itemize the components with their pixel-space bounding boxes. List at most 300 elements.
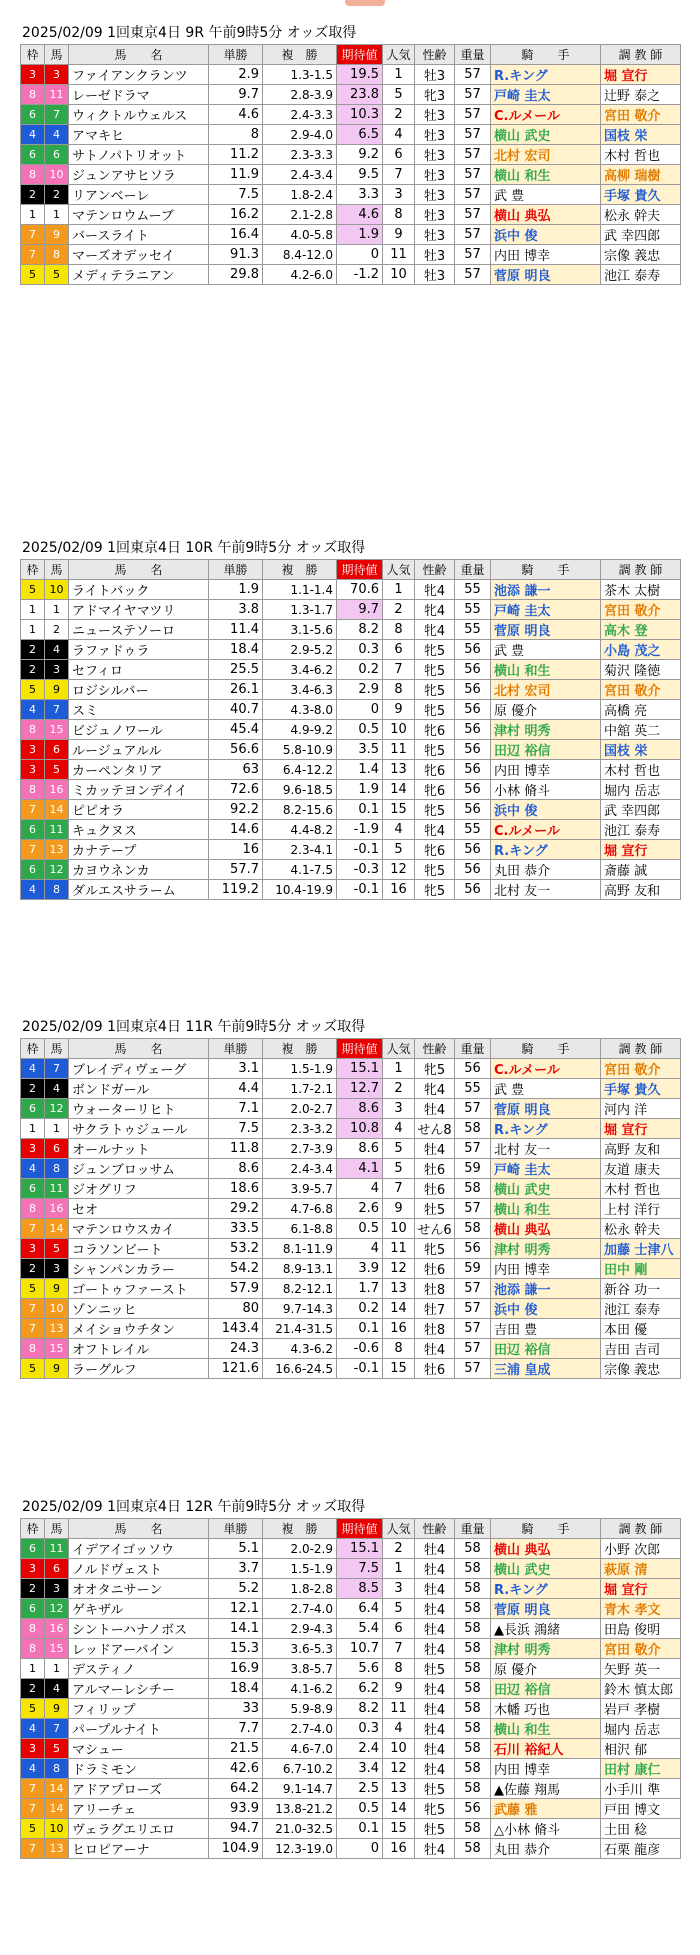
table-row [21, 1699, 681, 1719]
race-table-block-12r [20, 1496, 700, 1859]
header-horse-name: 馬 名 [69, 1039, 209, 1059]
expected-value-cell: 70.6 [337, 580, 383, 600]
waku-cell: 4 [21, 700, 45, 720]
expected-value-cell: 8.5 [337, 1579, 383, 1599]
jockey-cell: 池添 謙一 [491, 580, 601, 600]
place-odds-cell: 1.3-1.7 [263, 600, 337, 620]
place-odds-cell: 10.4-19.9 [263, 880, 337, 900]
place-odds-cell: 1.1-1.4 [263, 580, 337, 600]
horse-name-cell: マーズオデッセイ [69, 245, 209, 265]
waku-cell: 6 [21, 820, 45, 840]
win-odds-cell: 104.9 [209, 1839, 263, 1859]
horse-name-cell: デスティノ [69, 1659, 209, 1679]
trainer-cell: 松永 幹夫 [601, 1219, 681, 1239]
jockey-cell: 原 優介 [491, 700, 601, 720]
place-odds-cell: 2.7-3.9 [263, 1139, 337, 1159]
jockey-cell: 戸崎 圭太 [491, 1159, 601, 1179]
weight-cell: 57 [455, 1279, 491, 1299]
trainer-cell: 菊沢 隆徳 [601, 660, 681, 680]
waku-cell: 1 [21, 1659, 45, 1679]
expected-value-cell: -0.1 [337, 840, 383, 860]
waku-cell: 7 [21, 1319, 45, 1339]
trainer-cell: 高柳 瑞樹 [601, 165, 681, 185]
win-odds-cell: 5.2 [209, 1579, 263, 1599]
popularity-cell: 11 [383, 1239, 415, 1259]
place-odds-cell: 8.2-15.6 [263, 800, 337, 820]
weight-cell: 56 [455, 700, 491, 720]
table-row [21, 1799, 681, 1819]
place-odds-cell: 2.0-2.7 [263, 1099, 337, 1119]
weight-cell: 56 [455, 1799, 491, 1819]
waku-cell: 3 [21, 760, 45, 780]
expected-value-cell: 4 [337, 1179, 383, 1199]
waku-cell: 4 [21, 1059, 45, 1079]
header-expected-value: 期待値 [337, 560, 383, 580]
sex-age-cell: 牡4 [415, 1099, 455, 1119]
horse-name-cell: ミカッテヨンデイイ [69, 780, 209, 800]
expected-value-cell: 2.5 [337, 1779, 383, 1799]
weight-cell: 56 [455, 800, 491, 820]
horse-name-cell: サクラトゥジュール [69, 1119, 209, 1139]
win-odds-cell: 1.9 [209, 580, 263, 600]
popularity-cell: 3 [383, 1579, 415, 1599]
win-odds-cell: 9.7 [209, 85, 263, 105]
trainer-cell: 宮田 敬介 [601, 105, 681, 125]
waku-cell: 3 [21, 1739, 45, 1759]
horse-number-cell: 10 [45, 1819, 69, 1839]
popularity-cell: 4 [383, 1119, 415, 1139]
waku-cell: 7 [21, 225, 45, 245]
horse-number-cell: 14 [45, 800, 69, 820]
expected-value-cell: 0.5 [337, 1799, 383, 1819]
horse-number-cell: 9 [45, 1279, 69, 1299]
trainer-cell: 堀 宣行 [601, 1579, 681, 1599]
weight-cell: 59 [455, 1259, 491, 1279]
header-horse-number: 馬 [45, 560, 69, 580]
horse-number-cell: 14 [45, 1219, 69, 1239]
place-odds-cell: 4.3-8.0 [263, 700, 337, 720]
waku-cell: 5 [21, 1819, 45, 1839]
weight-cell: 55 [455, 620, 491, 640]
horse-name-cell: シントーハナノボス [69, 1619, 209, 1639]
header-sex-age: 性齢 [415, 1039, 455, 1059]
win-odds-cell: 16.9 [209, 1659, 263, 1679]
header-win-odds: 単勝 [209, 1039, 263, 1059]
header-horse-name: 馬 名 [69, 45, 209, 65]
win-odds-cell: 143.4 [209, 1319, 263, 1339]
sex-age-cell: 牝5 [415, 860, 455, 880]
sex-age-cell: 牡4 [415, 1339, 455, 1359]
expected-value-cell: 3.9 [337, 1259, 383, 1279]
expected-value-cell: 0 [337, 1839, 383, 1859]
weight-cell: 58 [455, 1679, 491, 1699]
weight-cell: 56 [455, 840, 491, 860]
weight-cell: 57 [455, 1099, 491, 1119]
win-odds-cell: 33.5 [209, 1219, 263, 1239]
weight-cell: 56 [455, 760, 491, 780]
trainer-cell: 高木 登 [601, 620, 681, 640]
weight-cell: 57 [455, 165, 491, 185]
win-odds-cell: 54.2 [209, 1259, 263, 1279]
sex-age-cell: 牝5 [415, 1799, 455, 1819]
win-odds-cell: 57.7 [209, 860, 263, 880]
win-odds-cell: 40.7 [209, 700, 263, 720]
place-odds-cell: 6.4-12.2 [263, 760, 337, 780]
weight-cell: 56 [455, 860, 491, 880]
horse-number-cell: 3 [45, 65, 69, 85]
weight-cell: 56 [455, 720, 491, 740]
horse-name-cell: ブレイディヴェーグ [69, 1059, 209, 1079]
popularity-cell: 13 [383, 1779, 415, 1799]
popularity-cell: 7 [383, 165, 415, 185]
expected-value-cell: 0.3 [337, 640, 383, 660]
horse-number-cell: 1 [45, 600, 69, 620]
table-row [21, 820, 681, 840]
waku-cell: 2 [21, 640, 45, 660]
jockey-cell: 武 豊 [491, 1079, 601, 1099]
table-row [21, 600, 681, 620]
header-sex-age: 性齢 [415, 45, 455, 65]
jockey-cell: 木幡 巧也 [491, 1699, 601, 1719]
waku-cell: 6 [21, 145, 45, 165]
table-row [21, 1059, 681, 1079]
sex-age-cell: 牡5 [415, 1659, 455, 1679]
header-trainer: 調 教 師 [601, 45, 681, 65]
jockey-cell: 内田 博幸 [491, 1759, 601, 1779]
horse-name-cell: ヴェラグエリエロ [69, 1819, 209, 1839]
expected-value-cell: -1.9 [337, 820, 383, 840]
weight-cell: 56 [455, 1239, 491, 1259]
trainer-cell: 高野 友和 [601, 880, 681, 900]
weight-cell: 59 [455, 1159, 491, 1179]
header-weight: 重量 [455, 1519, 491, 1539]
popularity-cell: 2 [383, 105, 415, 125]
horse-number-cell: 7 [45, 1059, 69, 1079]
weight-cell: 56 [455, 780, 491, 800]
expected-value-cell: 12.7 [337, 1079, 383, 1099]
trainer-cell: 萩原 清 [601, 1559, 681, 1579]
sex-age-cell: 牡4 [415, 1759, 455, 1779]
weight-cell: 58 [455, 1719, 491, 1739]
trainer-cell: 宗像 義忠 [601, 1359, 681, 1379]
expected-value-cell: 0.3 [337, 1719, 383, 1739]
place-odds-cell: 2.9-5.2 [263, 640, 337, 660]
jockey-cell: 津村 明秀 [491, 720, 601, 740]
weight-cell: 58 [455, 1559, 491, 1579]
table-row [21, 760, 681, 780]
weight-cell: 58 [455, 1779, 491, 1799]
header-popularity: 人気 [383, 560, 415, 580]
horse-number-cell: 6 [45, 1139, 69, 1159]
place-odds-cell: 6.1-8.8 [263, 1219, 337, 1239]
waku-cell: 7 [21, 1779, 45, 1799]
sex-age-cell: 牡4 [415, 1139, 455, 1159]
table-row [21, 1359, 681, 1379]
win-odds-cell: 11.8 [209, 1139, 263, 1159]
table-row [21, 1539, 681, 1559]
trainer-cell: 木村 哲也 [601, 760, 681, 780]
weight-cell: 56 [455, 1059, 491, 1079]
horse-name-cell: レッドアーバイン [69, 1639, 209, 1659]
horse-name-cell: ダルエスサラーム [69, 880, 209, 900]
place-odds-cell: 2.4-3.3 [263, 105, 337, 125]
trainer-cell: 武 幸四郎 [601, 225, 681, 245]
trainer-cell: 田島 俊明 [601, 1619, 681, 1639]
jockey-cell: ▲長浜 鴻緒 [491, 1619, 601, 1639]
header-trainer: 調 教 師 [601, 1039, 681, 1059]
jockey-cell: 武 豊 [491, 185, 601, 205]
waku-cell: 2 [21, 1259, 45, 1279]
popularity-cell: 10 [383, 1739, 415, 1759]
trainer-cell: 武 幸四郎 [601, 800, 681, 820]
jockey-cell: 横山 武史 [491, 1559, 601, 1579]
win-odds-cell: 29.2 [209, 1199, 263, 1219]
horse-name-cell: ファイアンクランツ [69, 65, 209, 85]
popularity-cell: 4 [383, 820, 415, 840]
waku-cell: 3 [21, 1559, 45, 1579]
horse-name-cell: ラーグルフ [69, 1359, 209, 1379]
trainer-cell: 茶木 太樹 [601, 580, 681, 600]
horse-number-cell: 16 [45, 780, 69, 800]
place-odds-cell: 2.7-4.0 [263, 1719, 337, 1739]
weight-cell: 56 [455, 880, 491, 900]
expected-value-cell: 2.4 [337, 1739, 383, 1759]
weight-cell: 57 [455, 1319, 491, 1339]
place-odds-cell: 4.1-6.2 [263, 1679, 337, 1699]
table-row [21, 145, 681, 165]
popularity-cell: 14 [383, 780, 415, 800]
place-odds-cell: 8.4-12.0 [263, 245, 337, 265]
popularity-cell: 10 [383, 1219, 415, 1239]
table-header-row [21, 560, 681, 580]
header-popularity: 人気 [383, 45, 415, 65]
win-odds-cell: 26.1 [209, 680, 263, 700]
place-odds-cell: 2.0-2.9 [263, 1539, 337, 1559]
header-horse-number: 馬 [45, 1519, 69, 1539]
jockey-cell: 吉田 豊 [491, 1319, 601, 1339]
waku-cell: 8 [21, 1639, 45, 1659]
horse-name-cell: ロジシルバー [69, 680, 209, 700]
horse-name-cell: メディテラニアン [69, 265, 209, 285]
weight-cell: 58 [455, 1619, 491, 1639]
header-jockey: 騎 手 [491, 45, 601, 65]
trainer-cell: 池江 泰寿 [601, 820, 681, 840]
sex-age-cell: 牡6 [415, 1359, 455, 1379]
header-trainer: 調 教 師 [601, 1519, 681, 1539]
jockey-cell: 菅原 明良 [491, 1099, 601, 1119]
weight-cell: 57 [455, 1339, 491, 1359]
horse-number-cell: 4 [45, 125, 69, 145]
horse-name-cell: オールナット [69, 1139, 209, 1159]
horse-number-cell: 1 [45, 1659, 69, 1679]
horse-name-cell: ヒロピアーナ [69, 1839, 209, 1859]
waku-cell: 5 [21, 1699, 45, 1719]
horse-name-cell: ボンドガール [69, 1079, 209, 1099]
win-odds-cell: 7.5 [209, 1119, 263, 1139]
horse-number-cell: 11 [45, 1179, 69, 1199]
place-odds-cell: 2.3-4.1 [263, 840, 337, 860]
jockey-cell: 菅原 明良 [491, 265, 601, 285]
sex-age-cell: 牡4 [415, 1639, 455, 1659]
waku-cell: 4 [21, 1719, 45, 1739]
jockey-cell: 北村 友一 [491, 880, 601, 900]
weight-cell: 57 [455, 65, 491, 85]
waku-cell: 2 [21, 1679, 45, 1699]
win-odds-cell: 64.2 [209, 1779, 263, 1799]
jockey-cell: 菅原 明良 [491, 1599, 601, 1619]
trainer-cell: 宮田 敬介 [601, 600, 681, 620]
horse-name-cell: ゴートゥファースト [69, 1279, 209, 1299]
horse-name-cell: コラソンビート [69, 1239, 209, 1259]
popularity-cell: 11 [383, 1699, 415, 1719]
weight-cell: 56 [455, 680, 491, 700]
table-row [21, 165, 681, 185]
expected-value-cell: -0.1 [337, 1359, 383, 1379]
horse-number-cell: 15 [45, 1339, 69, 1359]
jockey-cell: R.キング [491, 1119, 601, 1139]
waku-cell: 8 [21, 1199, 45, 1219]
sex-age-cell: 牝6 [415, 720, 455, 740]
jockey-cell: 横山 和生 [491, 1199, 601, 1219]
table-row [21, 1759, 681, 1779]
trainer-cell: 堀内 岳志 [601, 780, 681, 800]
horse-name-cell: キュクヌス [69, 820, 209, 840]
table-row [21, 225, 681, 245]
jockey-cell: 池添 謙一 [491, 1279, 601, 1299]
trainer-cell: 手塚 貴久 [601, 1079, 681, 1099]
horse-number-cell: 4 [45, 640, 69, 660]
expected-value-cell: 5.6 [337, 1659, 383, 1679]
win-odds-cell: 12.1 [209, 1599, 263, 1619]
waku-cell: 8 [21, 780, 45, 800]
place-odds-cell: 2.8-3.9 [263, 85, 337, 105]
expected-value-cell: 2.9 [337, 680, 383, 700]
weight-cell: 57 [455, 145, 491, 165]
horse-number-cell: 8 [45, 245, 69, 265]
table-row [21, 265, 681, 285]
popularity-cell: 9 [383, 225, 415, 245]
place-odds-cell: 2.3-3.2 [263, 1119, 337, 1139]
table-row [21, 105, 681, 125]
sex-age-cell: 牝5 [415, 1239, 455, 1259]
horse-number-cell: 16 [45, 1199, 69, 1219]
jockey-cell: 横山 武史 [491, 125, 601, 145]
table-row [21, 840, 681, 860]
place-odds-cell: 2.3-3.3 [263, 145, 337, 165]
horse-name-cell: ニューステソーロ [69, 620, 209, 640]
table-row [21, 65, 681, 85]
horse-number-cell: 13 [45, 840, 69, 860]
horse-name-cell: ライトバック [69, 580, 209, 600]
weight-cell: 58 [455, 1739, 491, 1759]
horse-number-cell: 10 [45, 165, 69, 185]
popularity-cell: 4 [383, 1719, 415, 1739]
win-odds-cell: 7.1 [209, 1099, 263, 1119]
waku-cell: 1 [21, 1119, 45, 1139]
waku-cell: 5 [21, 1359, 45, 1379]
sex-age-cell: 牡7 [415, 1299, 455, 1319]
horse-name-cell: セフィロ [69, 660, 209, 680]
place-odds-cell: 4.2-6.0 [263, 265, 337, 285]
horse-number-cell: 8 [45, 1759, 69, 1779]
header-popularity: 人気 [383, 1039, 415, 1059]
sex-age-cell: 牝5 [415, 680, 455, 700]
win-odds-cell: 92.2 [209, 800, 263, 820]
header-waku: 枠 [21, 1519, 45, 1539]
win-odds-cell: 18.4 [209, 1679, 263, 1699]
win-odds-cell: 14.6 [209, 820, 263, 840]
weight-cell: 57 [455, 125, 491, 145]
sex-age-cell: 牡6 [415, 1259, 455, 1279]
waku-cell: 3 [21, 1139, 45, 1159]
jockey-cell: 北村 友一 [491, 1139, 601, 1159]
horse-name-cell: アリーチェ [69, 1799, 209, 1819]
horse-name-cell: オフトレイル [69, 1339, 209, 1359]
jockey-cell: ▲佐藤 翔馬 [491, 1779, 601, 1799]
win-odds-cell: 93.9 [209, 1799, 263, 1819]
horse-number-cell: 14 [45, 1799, 69, 1819]
popularity-cell: 3 [383, 1099, 415, 1119]
popularity-cell: 11 [383, 740, 415, 760]
sex-age-cell: 牡8 [415, 1319, 455, 1339]
waku-cell: 7 [21, 840, 45, 860]
sex-age-cell: 牡4 [415, 1559, 455, 1579]
popularity-cell: 12 [383, 1759, 415, 1779]
expected-value-cell: 23.8 [337, 85, 383, 105]
place-odds-cell: 9.7-14.3 [263, 1299, 337, 1319]
popularity-cell: 3 [383, 185, 415, 205]
trainer-cell: 吉田 吉司 [601, 1339, 681, 1359]
header-weight: 重量 [455, 45, 491, 65]
place-odds-cell: 4.0-5.8 [263, 225, 337, 245]
expected-value-cell: 3.5 [337, 740, 383, 760]
place-odds-cell: 13.8-21.2 [263, 1799, 337, 1819]
trainer-cell: 田中 剛 [601, 1259, 681, 1279]
table-row [21, 85, 681, 105]
popularity-cell: 8 [383, 680, 415, 700]
horse-name-cell: ノルドヴェスト [69, 1559, 209, 1579]
trainer-cell: 友道 康夫 [601, 1159, 681, 1179]
place-odds-cell: 12.3-19.0 [263, 1839, 337, 1859]
popularity-cell: 2 [383, 1079, 415, 1099]
waku-cell: 5 [21, 680, 45, 700]
jockey-cell: 横山 和生 [491, 1719, 601, 1739]
popularity-cell: 5 [383, 1599, 415, 1619]
horse-number-cell: 5 [45, 760, 69, 780]
table-row [21, 780, 681, 800]
table-row [21, 800, 681, 820]
horse-name-cell: パープルナイト [69, 1719, 209, 1739]
horse-number-cell: 12 [45, 860, 69, 880]
place-odds-cell: 8.2-12.1 [263, 1279, 337, 1299]
popularity-cell: 7 [383, 660, 415, 680]
sex-age-cell: 牝5 [415, 880, 455, 900]
table-row [21, 185, 681, 205]
popularity-cell: 14 [383, 1299, 415, 1319]
win-odds-cell: 80 [209, 1299, 263, 1319]
horse-number-cell: 8 [45, 880, 69, 900]
horse-number-cell: 14 [45, 1779, 69, 1799]
table-row [21, 1619, 681, 1639]
jockey-cell: △小林 脩斗 [491, 1819, 601, 1839]
trainer-cell: 宮田 敬介 [601, 1059, 681, 1079]
waku-cell: 7 [21, 1799, 45, 1819]
jockey-cell: 原 優介 [491, 1659, 601, 1679]
jockey-cell: 戸崎 圭太 [491, 85, 601, 105]
win-odds-cell: 5.1 [209, 1539, 263, 1559]
win-odds-cell: 21.5 [209, 1739, 263, 1759]
table-row [21, 1319, 681, 1339]
